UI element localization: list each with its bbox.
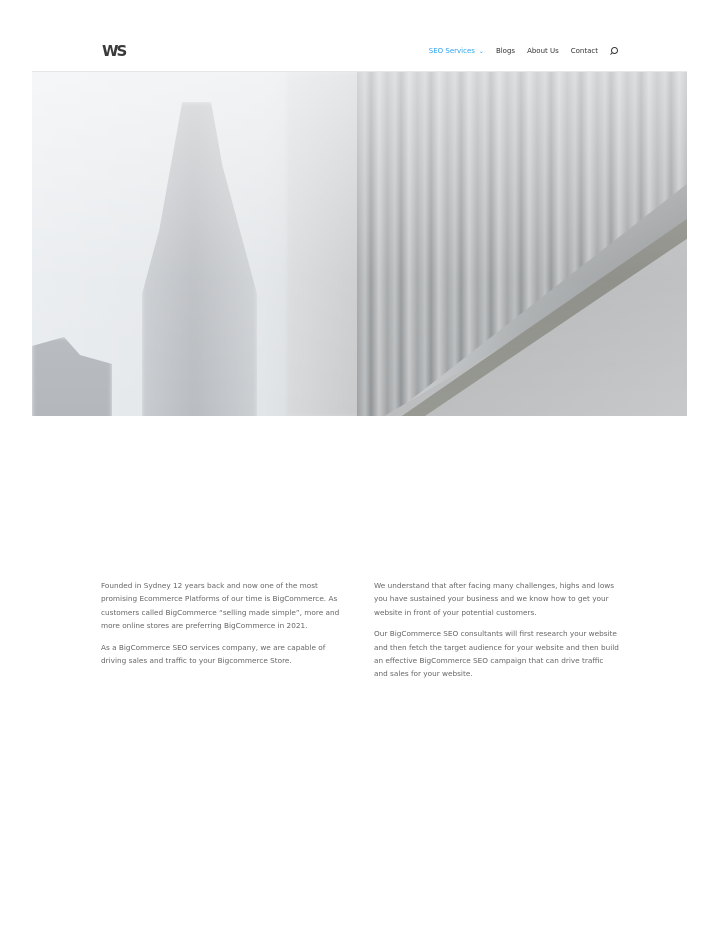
paragraph: As a BigCommerce SEO services company, we are capable of driving sales and traffic to your Bigcommerce Store.	[101, 642, 326, 666]
search-icon[interactable]	[609, 47, 618, 56]
nav-item-contact[interactable]	[571, 47, 598, 56]
content-column-right	[374, 579, 619, 689]
hero-image	[32, 72, 687, 416]
nav-item-label: SEO Services	[428, 47, 475, 55]
nav-item-blogs[interactable]	[496, 47, 515, 56]
nav-item-about-us[interactable]	[527, 47, 559, 56]
paragraph: Founded in Sydney 12 years back and now one of the most promising Ecommerce Platforms of our time is BigCommerce. As customers called BigCommerce “selling made simple”, more and more online stores are preferring BigCommerce in 2021.	[101, 581, 340, 631]
logo[interactable]: WS	[102, 42, 126, 60]
hero-haze	[32, 72, 687, 416]
paragraph: Our BigCommerce SEO consultants will first research your website and then fetch the target audience for your website and then build an effective BigCommerce SEO campaign that can drive traffic and sales for your website.	[374, 629, 619, 679]
nav-item-seo-services[interactable]	[429, 47, 484, 56]
chevron-down-icon: ⌄	[478, 48, 484, 55]
nav-item-label: Contact	[570, 47, 598, 55]
nav-item-label: Blogs	[495, 47, 516, 55]
paragraph: We understand that after facing many challenges, highs and lows you have sustained your business and we know how to get your website in front of your potential customers.	[374, 581, 615, 617]
main-nav	[417, 47, 618, 56]
site-header	[32, 0, 687, 72]
content-column-left	[101, 579, 346, 675]
nav-item-label: About Us	[527, 47, 559, 55]
